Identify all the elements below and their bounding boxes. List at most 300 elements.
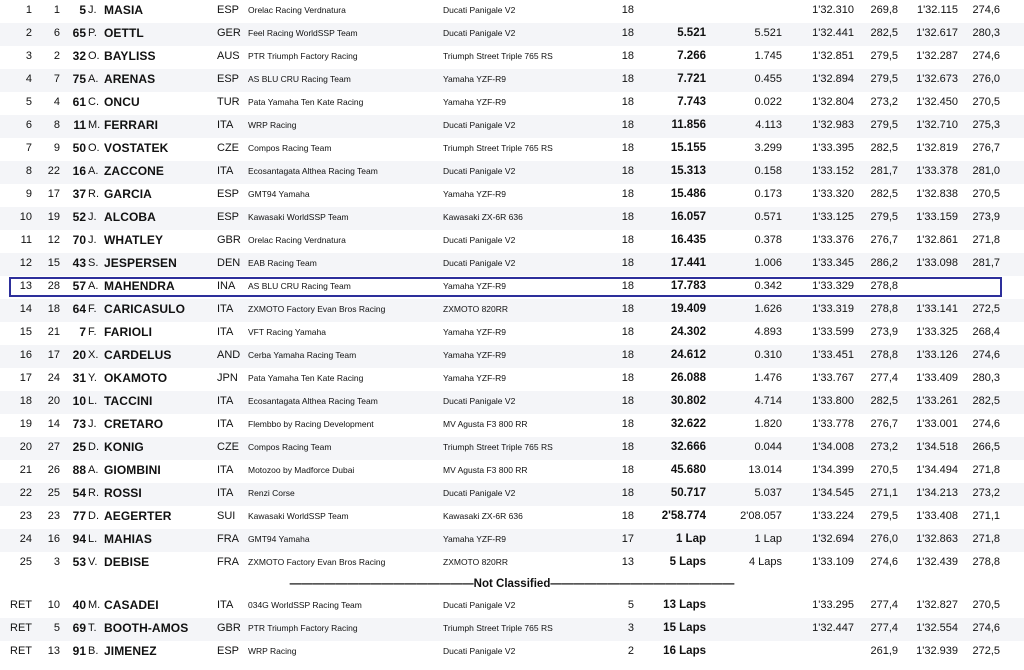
laps: 18 (621, 510, 634, 522)
rider-surname: GIOMBINI (104, 463, 161, 477)
rider-number: 25 (72, 440, 86, 454)
speed-secondary: 273,9 (972, 211, 1000, 223)
laps: 17 (621, 533, 634, 545)
table-row (0, 253, 1024, 276)
position: 11 (20, 234, 32, 246)
gap-to-previous: 0.158 (754, 165, 782, 177)
gap-to-previous: 4.113 (755, 119, 782, 131)
grid: 15 (47, 257, 60, 269)
bike-model: Triumph Street Triple 765 RS (443, 442, 553, 452)
team-name: Compos Racing Team (248, 442, 332, 452)
rider-surname: JESPERSEN (104, 256, 177, 270)
ideal-lap: 1'32.554 (916, 622, 958, 634)
rider-initial: L. (88, 533, 98, 545)
rider-initial: F. (88, 303, 97, 315)
gap-to-previous: 0.342 (754, 280, 782, 292)
position: 16 (19, 349, 32, 361)
gap-to-previous: 0.044 (754, 441, 782, 453)
speed-secondary: 274,6 (972, 50, 1000, 62)
rider-number: 10 (72, 394, 86, 408)
position: RET (10, 645, 32, 657)
table-row (0, 322, 1024, 345)
best-lap: 1'33.395 (812, 142, 854, 154)
nation: INA (217, 280, 236, 292)
bike-model: Kawasaki ZX-6R 636 (443, 511, 523, 521)
position: RET (10, 622, 32, 634)
table-row (0, 618, 1024, 641)
speed-secondary: 278,8 (972, 556, 1000, 568)
bike-model: Triumph Street Triple 765 RS (443, 51, 553, 61)
rider-surname: GARCIA (104, 187, 152, 201)
rider-initial: T. (88, 622, 97, 634)
position: 14 (19, 303, 32, 315)
team-name: Kawasaki WorldSSP Team (248, 511, 349, 521)
position: 12 (19, 257, 32, 269)
gap-to-previous (712, 618, 782, 641)
ideal-lap: 1'32.287 (916, 50, 958, 62)
rider-initial: A. (88, 464, 99, 476)
rider-initial: A. (88, 73, 99, 85)
rider-number: 75 (72, 72, 86, 86)
nation: ITA (217, 487, 234, 499)
team-name: EAB Racing Team (248, 258, 317, 268)
grid: 28 (47, 280, 60, 292)
position: 8 (25, 165, 32, 177)
gap-to-leader: 15.155 (670, 142, 706, 154)
top-speed: 270,5 (870, 464, 898, 476)
gap-to-leader: 24.612 (670, 349, 706, 361)
table-row (0, 69, 1024, 92)
rider-surname: CARICASULO (104, 302, 185, 316)
top-speed: 276,7 (870, 418, 898, 430)
top-speed: 279,5 (870, 50, 898, 62)
position: 25 (19, 556, 32, 568)
rider-number: 88 (72, 463, 86, 477)
position: 20 (19, 441, 32, 453)
nation: ITA (217, 599, 234, 611)
gap-to-leader: 7.721 (677, 73, 706, 85)
gap-to-previous: 0.310 (754, 349, 782, 361)
speed-secondary: 271,8 (972, 533, 1000, 545)
rider-number: 5 (79, 3, 86, 17)
gap-to-previous: 13.014 (748, 464, 782, 476)
ideal-lap: 1'33.141 (916, 303, 958, 315)
laps: 13 (621, 556, 634, 568)
speed-secondary: 280,3 (972, 372, 1000, 384)
table-row (0, 414, 1024, 437)
ideal-lap: 1'34.494 (916, 464, 958, 476)
gap-to-previous: 1.006 (754, 257, 782, 269)
laps: 18 (621, 257, 634, 269)
speed-secondary: 266,5 (972, 441, 1000, 453)
position: 13 (19, 280, 32, 292)
table-row (0, 230, 1024, 253)
top-speed: 274,6 (870, 556, 898, 568)
grid: 16 (47, 533, 60, 545)
best-lap: 1'33.224 (812, 510, 854, 522)
laps: 3 (627, 622, 634, 634)
grid: 7 (53, 73, 60, 85)
nation: GBR (217, 622, 241, 634)
rider-number: 94 (72, 532, 86, 546)
gap-to-leader: 26.088 (670, 372, 706, 384)
top-speed: 279,5 (870, 211, 898, 223)
bike-model: Ducati Panigale V2 (443, 28, 516, 38)
top-speed: 277,4 (870, 372, 898, 384)
gap-to-previous: 2'08.057 (740, 510, 782, 522)
nation: ESP (217, 645, 240, 657)
grid: 12 (47, 234, 60, 246)
grid: 25 (47, 487, 60, 499)
gap-to-leader: 32.666 (670, 441, 706, 453)
not-classified-label: ————————————————Not Classified———————————————— (289, 578, 735, 590)
gap-to-previous (712, 0, 782, 23)
rider-initial: X. (88, 349, 99, 361)
top-speed: 276,7 (870, 234, 898, 246)
nation: GBR (217, 234, 241, 246)
position: 21 (19, 464, 32, 476)
bike-model: Yamaha YZF-R9 (443, 74, 506, 84)
laps: 18 (621, 96, 634, 108)
speed-secondary: 271,1 (972, 510, 1000, 522)
ideal-lap: 1'33.378 (916, 165, 958, 177)
table-row (0, 391, 1024, 414)
rider-surname: ONCU (104, 95, 140, 109)
laps: 18 (621, 234, 634, 246)
best-lap: 1'33.125 (812, 211, 854, 223)
laps: 5 (627, 599, 634, 611)
bike-model: Ducati Panigale V2 (443, 396, 516, 406)
grid: 6 (53, 27, 60, 39)
rider-number: 11 (73, 118, 86, 132)
grid: 18 (47, 303, 60, 315)
speed-secondary: 274,6 (972, 349, 1000, 361)
grid: 2 (53, 50, 60, 62)
gap-to-previous: 0.455 (754, 73, 782, 85)
table-row (0, 368, 1024, 391)
gap-to-leader: 16.057 (670, 211, 706, 223)
laps: 18 (621, 395, 634, 407)
nation: AUS (217, 50, 240, 62)
laps: 18 (621, 464, 634, 476)
team-name: Pata Yamaha Ten Kate Racing (248, 97, 364, 107)
speed-secondary: 272,5 (972, 645, 1000, 657)
top-speed: 278,8 (870, 349, 898, 361)
team-name: Pata Yamaha Ten Kate Racing (248, 373, 364, 383)
rider-number: 65 (72, 26, 86, 40)
top-speed: 273,9 (870, 326, 898, 338)
speed-secondary: 268,4 (972, 326, 1000, 338)
grid: 9 (53, 142, 60, 154)
ideal-lap: 1'33.159 (916, 211, 958, 223)
speed-secondary: 274,6 (972, 622, 1000, 634)
rider-surname: OETTL (104, 26, 144, 40)
rider-surname: FARIOLI (104, 325, 153, 339)
laps: 18 (621, 142, 634, 154)
rider-surname: MAHENDRA (104, 279, 175, 293)
table-row (0, 506, 1024, 529)
top-speed: 273,2 (870, 441, 898, 453)
best-lap: 1'34.545 (812, 487, 854, 499)
ideal-lap: 1'32.827 (916, 599, 958, 611)
best-lap: 1'34.008 (812, 441, 854, 453)
rider-initial: J. (88, 234, 97, 246)
ideal-lap: 1'32.115 (916, 4, 958, 16)
laps: 18 (621, 119, 634, 131)
laps: 18 (621, 441, 634, 453)
gap-to-leader: 13 Laps (663, 599, 706, 611)
position: 18 (19, 395, 32, 407)
team-name: PTR Triumph Factory Racing (248, 623, 358, 633)
laps: 18 (621, 280, 634, 292)
top-speed: 273,2 (870, 96, 898, 108)
speed-secondary: 270,5 (972, 599, 1000, 611)
team-name: PTR Triumph Factory Racing (248, 51, 358, 61)
laps: 18 (621, 4, 634, 16)
position: 4 (25, 73, 32, 85)
bike-model: Yamaha YZF-R9 (443, 373, 506, 383)
speed-secondary: 276,0 (972, 73, 1000, 85)
best-lap: 1'33.767 (812, 372, 854, 384)
rider-surname: ALCOBA (104, 210, 156, 224)
rider-surname: CARDELUS (104, 348, 172, 362)
bike-model: ZXMOTO 820RR (443, 304, 509, 314)
team-name: Motozoo by Madforce Dubai (248, 465, 355, 475)
team-name: GMT94 Yamaha (248, 534, 310, 544)
speed-secondary: 274,6 (972, 418, 1000, 430)
rider-surname: ARENAS (104, 72, 156, 86)
grid: 3 (53, 556, 60, 568)
rider-initial: J. (88, 4, 97, 16)
gap-to-leader: 15.486 (670, 188, 706, 200)
speed-secondary: 281,7 (972, 257, 1000, 269)
position: 2 (25, 27, 32, 39)
position: 6 (25, 119, 32, 131)
best-lap: 1'33.109 (812, 556, 854, 568)
ideal-lap: 1'33.325 (916, 326, 958, 338)
best-lap: 1'32.694 (812, 533, 854, 545)
gap-to-leader: 1 Lap (675, 533, 706, 545)
rider-surname: CRETARO (104, 417, 164, 431)
gap-to-leader: 50.717 (670, 487, 706, 499)
position: 17 (19, 372, 32, 384)
position: 3 (25, 50, 32, 62)
best-lap: 1'33.329 (812, 280, 854, 292)
rider-surname: KONIG (104, 440, 144, 454)
nation: ITA (217, 395, 234, 407)
rider-initial: R. (88, 487, 99, 499)
gap-to-previous: 3.299 (754, 142, 782, 154)
rider-number: 50 (72, 141, 86, 155)
gap-to-previous: 0.571 (754, 211, 782, 223)
top-speed: 281,7 (870, 165, 898, 177)
rider-surname: OKAMOTO (104, 371, 168, 385)
bike-model: Ducati Panigale V2 (443, 166, 516, 176)
gap-to-leader: 15.313 (670, 165, 706, 177)
ideal-lap: 1'33.126 (916, 349, 958, 361)
best-lap: 1'33.599 (812, 326, 854, 338)
rider-number: 40 (72, 598, 86, 612)
gap-to-previous: 1 Lap (754, 533, 782, 545)
best-lap: 1'33.295 (812, 599, 854, 611)
team-name: WRP Racing (248, 120, 297, 130)
top-speed: 282,5 (870, 395, 898, 407)
rider-number: 43 (72, 256, 86, 270)
table-row (0, 529, 1024, 552)
rider-surname: AEGERTER (104, 509, 172, 523)
speed-secondary: 271,8 (972, 464, 1000, 476)
best-lap: 1'33.319 (812, 303, 854, 315)
grid: 22 (47, 165, 60, 177)
grid: 23 (47, 510, 60, 522)
grid: 19 (47, 211, 60, 223)
top-speed: 277,4 (870, 622, 898, 634)
speed-secondary: 280,3 (972, 27, 1000, 39)
ideal-lap: 1'33.408 (916, 510, 958, 522)
rider-initial: A. (88, 280, 99, 292)
rider-initial: L. (88, 395, 98, 407)
ideal-lap: 1'34.518 (916, 441, 958, 453)
nation: CZE (217, 142, 239, 154)
grid: 17 (47, 349, 60, 361)
ideal-lap: 1'32.863 (916, 533, 958, 545)
top-speed: 279,5 (870, 119, 898, 131)
gap-to-previous (712, 641, 782, 664)
best-lap: 1'32.804 (812, 96, 854, 108)
best-lap: 1'32.983 (812, 119, 854, 131)
grid: 24 (47, 372, 60, 384)
rider-number: 7 (79, 325, 86, 339)
nation: SUI (217, 510, 236, 522)
best-lap: 1'32.894 (812, 73, 854, 85)
table-row (0, 92, 1024, 115)
rider-number: 53 (72, 555, 86, 569)
ideal-lap: 1'32.439 (916, 556, 958, 568)
rider-surname: MAHIAS (104, 532, 152, 546)
rider-surname: BOOTH-AMOS (104, 621, 189, 635)
position: 24 (19, 533, 32, 545)
gap-to-leader: 30.802 (670, 395, 706, 407)
rider-surname: VOSTATEK (104, 141, 169, 155)
nation: AND (217, 349, 241, 361)
top-speed: 271,1 (870, 487, 898, 499)
laps: 18 (621, 418, 634, 430)
gap-to-previous: 0.173 (754, 188, 782, 200)
rider-number: 31 (72, 371, 86, 385)
team-name: Cerba Yamaha Racing Team (248, 350, 357, 360)
gap-to-leader: 16.435 (670, 234, 706, 246)
rider-number: 52 (72, 210, 86, 224)
top-speed: 279,5 (870, 510, 898, 522)
team-name: Renzi Corse (248, 488, 295, 498)
bike-model: Ducati Panigale V2 (443, 488, 516, 498)
bike-model: Ducati Panigale V2 (443, 600, 516, 610)
nation: ITA (217, 303, 234, 315)
team-name: VFT Racing Yamaha (248, 327, 326, 337)
top-speed: 269,8 (870, 4, 898, 16)
ideal-lap: 1'32.710 (916, 119, 958, 131)
rider-surname: WHATLEY (104, 233, 164, 247)
bike-model: Ducati Panigale V2 (443, 646, 516, 656)
position: 19 (19, 418, 32, 430)
team-name: ZXMOTO Factory Evan Bros Racing (248, 557, 386, 567)
team-name: AS BLU CRU Racing Team (248, 281, 351, 291)
rider-initial: B. (88, 645, 99, 657)
table-row (0, 207, 1024, 230)
rider-number: 64 (72, 302, 86, 316)
gap-to-leader: 5 Laps (669, 556, 706, 568)
grid: 13 (47, 645, 60, 657)
laps: 18 (621, 349, 634, 361)
laps: 18 (621, 27, 634, 39)
table-row (0, 0, 1024, 23)
rider-surname: FERRARI (104, 118, 159, 132)
gap-to-leader: 17.783 (670, 280, 706, 292)
rider-surname: CASADEI (104, 598, 159, 612)
table-row (0, 299, 1024, 322)
top-speed: 279,5 (870, 73, 898, 85)
best-lap: 1'34.399 (812, 464, 854, 476)
nation: DEN (217, 257, 241, 269)
rider-number: 91 (72, 644, 86, 658)
table-row (0, 595, 1024, 618)
gap-to-leader: 2'58.774 (661, 510, 706, 522)
nation: ITA (217, 165, 234, 177)
nation: GER (217, 27, 241, 39)
bike-model: Triumph Street Triple 765 RS (443, 623, 553, 633)
gap-to-leader: 11.856 (671, 119, 706, 131)
ideal-lap: 1'32.673 (916, 73, 958, 85)
best-lap: 1'32.310 (812, 4, 854, 16)
team-name: GMT94 Yamaha (248, 189, 310, 199)
rider-number: 16 (72, 164, 86, 178)
position: 9 (25, 188, 32, 200)
rider-initial: S. (88, 257, 99, 269)
ideal-lap: 1'32.617 (916, 27, 958, 39)
top-speed: 282,5 (870, 142, 898, 154)
gap-to-leader: 16 Laps (663, 645, 706, 657)
bike-model: ZXMOTO 820RR (443, 557, 509, 567)
grid: 21 (47, 326, 60, 338)
gap-to-leader: 17.441 (670, 257, 706, 269)
gap-to-previous: 1.820 (754, 418, 782, 430)
nation: ESP (217, 211, 240, 223)
rider-surname: ZACCONE (104, 164, 165, 178)
laps: 18 (621, 73, 634, 85)
bike-model: Yamaha YZF-R9 (443, 97, 506, 107)
speed-secondary: 270,5 (972, 96, 1000, 108)
best-lap: 1'33.152 (812, 165, 854, 177)
rider-surname: TACCINI (104, 394, 153, 408)
gap-to-leader: 45.680 (670, 464, 706, 476)
team-name: Orelac Racing Verdnatura (248, 235, 346, 245)
top-speed: 286,2 (870, 257, 898, 269)
rider-number: 37 (72, 187, 86, 201)
position: 22 (19, 487, 32, 499)
rider-number: 77 (72, 509, 86, 523)
rider-initial: J. (88, 211, 97, 223)
team-name: ZXMOTO Factory Evan Bros Racing (248, 304, 386, 314)
gap-to-previous: 1.476 (754, 372, 782, 384)
rider-initial: R. (88, 188, 99, 200)
gap-to-leader: 24.302 (670, 326, 706, 338)
grid: 10 (47, 599, 60, 611)
best-lap (800, 641, 854, 664)
bike-model: Triumph Street Triple 765 RS (443, 143, 553, 153)
ideal-lap: 1'34.213 (916, 487, 958, 499)
top-speed: 261,9 (870, 645, 898, 657)
gap-to-leader (640, 0, 706, 23)
